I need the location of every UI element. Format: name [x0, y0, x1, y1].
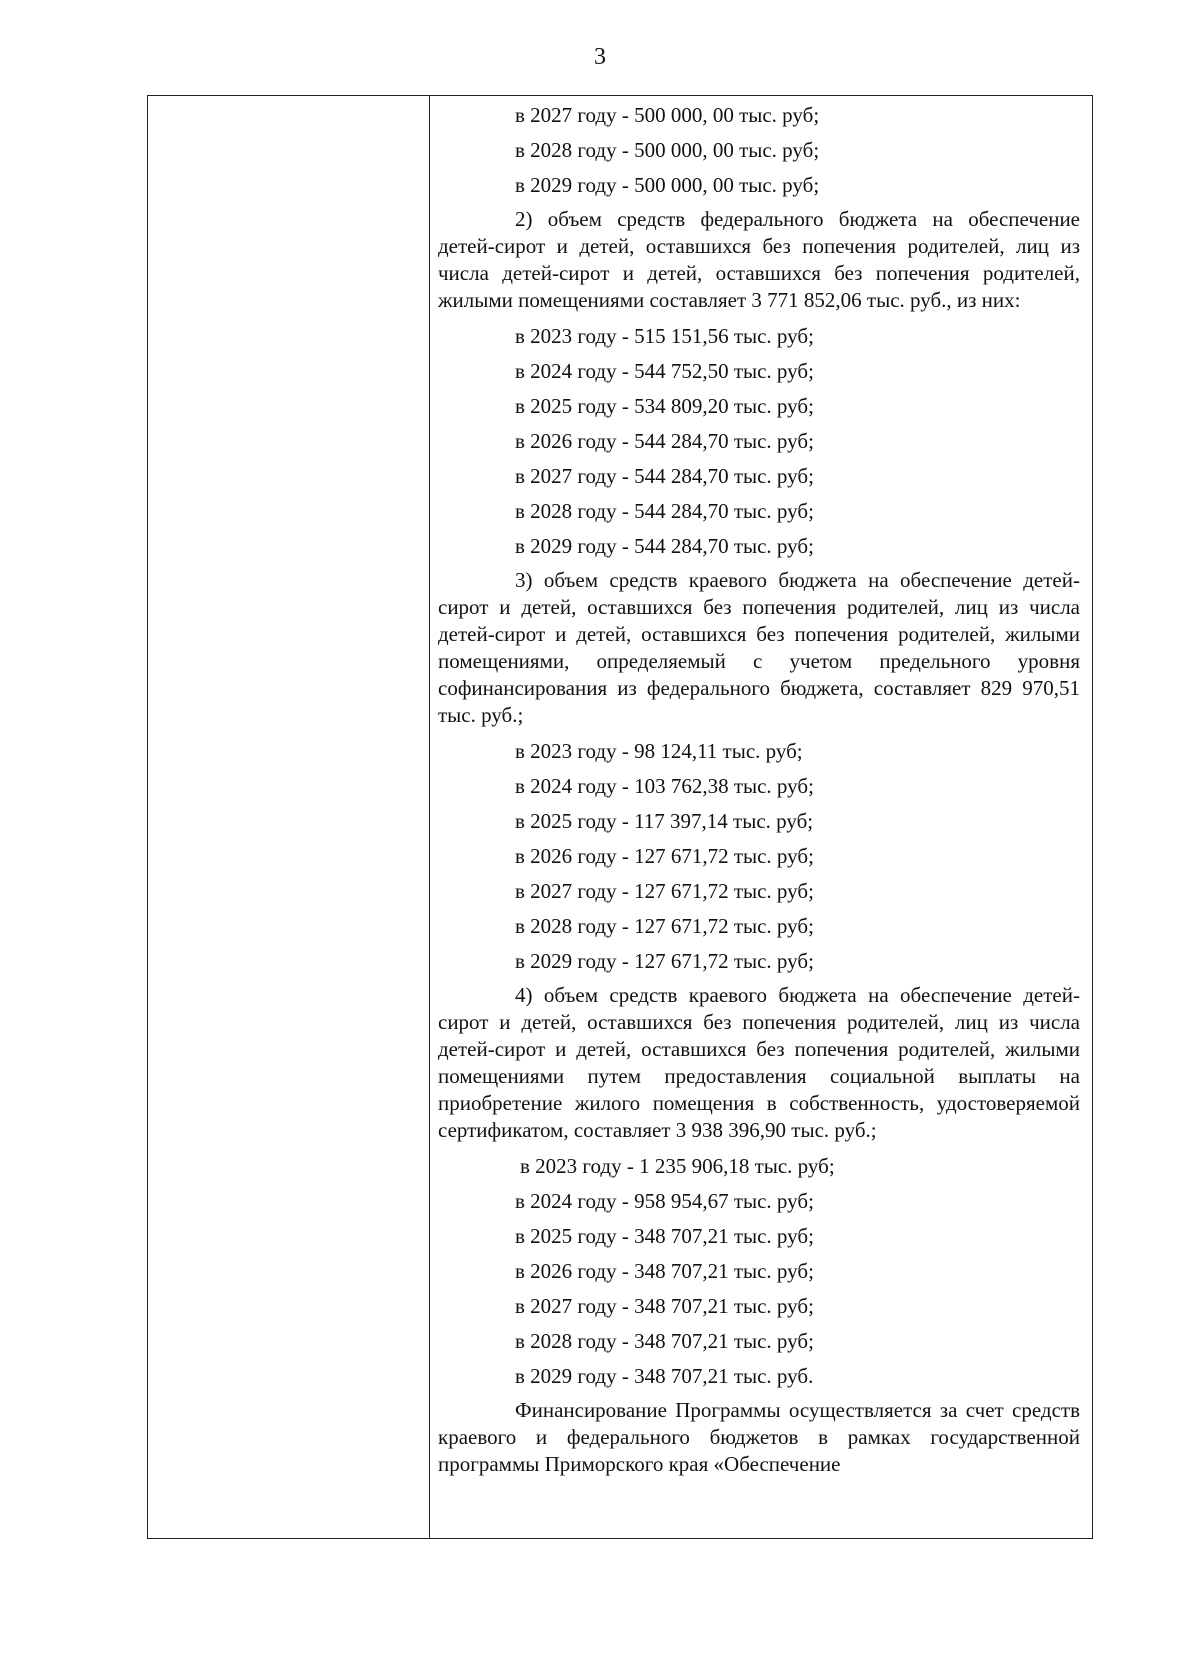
paragraph-financing: Финансирование Программы осуществляется за счет средств краевого и федерального бюджетов в рамках государственной программы Приморского края «Обеспечение — [438, 1398, 1080, 1476]
document-table — [147, 95, 1093, 1539]
year-line: в 2028 году - 348 707,21 тыс. руб; — [515, 1329, 814, 1353]
year-line: в 2024 году - 958 954,67 тыс. руб; — [515, 1189, 814, 1213]
paragraph-federal-budget: 2) объем средств федерального бюджета на обеспечение детей-сирот и детей, оставшихся без попечения родителей, лиц из числа детей-сирот и детей, оставшихся без попечения родителей, жилыми помещениями составляет 3 771 852,06 тыс. руб., из них: — [438, 207, 1080, 312]
year-line: в 2027 году - 544 284,70 тыс. руб; — [515, 464, 814, 488]
year-line: в 2029 году - 544 284,70 тыс. руб; — [515, 534, 814, 558]
year-line: в 2026 году - 348 707,21 тыс. руб; — [515, 1259, 814, 1283]
paragraph-regional-budget-certificate: 4) объем средств краевого бюджета на обеспечение детей-сирот и детей, оставшихся без попечения родителей, лиц из числа детей-сирот и детей, оставшихся без попечения родителей, жилыми помещениями путем предоставления социальной выплаты на приобретение жилого помещения в собственность, удостоверяемой сертификатом, составляет 3 938 396,90 тыс. руб.; — [438, 983, 1080, 1142]
year-line: в 2024 году - 544 752,50 тыс. руб; — [515, 359, 814, 383]
year-line: в 2027 году - 348 707,21 тыс. руб; — [515, 1294, 814, 1318]
year-line: в 2026 году - 544 284,70 тыс. руб; — [515, 429, 814, 453]
year-line: в 2028 году - 500 000, 00 тыс. руб; — [515, 138, 820, 162]
table-left-cell — [148, 96, 430, 1538]
year-line: в 2025 году - 348 707,21 тыс. руб; — [515, 1224, 814, 1248]
year-line: в 2023 году - 98 124,11 тыс. руб; — [515, 739, 803, 763]
year-line: в 2025 году - 117 397,14 тыс. руб; — [515, 809, 814, 833]
year-line: в 2029 году - 500 000, 00 тыс. руб; — [515, 173, 820, 197]
year-line: в 2027 году - 127 671,72 тыс. руб; — [515, 879, 814, 903]
year-line: в 2028 году - 127 671,72 тыс. руб; — [515, 914, 814, 938]
year-line: в 2025 году - 534 809,20 тыс. руб; — [515, 394, 814, 418]
paragraph-regional-budget: 3) объем средств краевого бюджета на обеспечение детей-сирот и детей, оставшихся без попечения родителей, лиц из числа детей-сирот и детей, оставшихся без попечения родителей, жилыми помещениями, определяемый с учетом предельного уровня софинансирования из федерального бюджета, составляет 829 970,51 тыс. руб.; — [438, 568, 1080, 727]
year-line: в 2029 году - 348 707,21 тыс. руб. — [515, 1364, 814, 1388]
year-line: в 2027 году - 500 000, 00 тыс. руб; — [515, 103, 820, 127]
year-line: в 2023 году - 1 235 906,18 тыс. руб; — [520, 1154, 835, 1178]
year-line: в 2024 году - 103 762,38 тыс. руб; — [515, 774, 814, 798]
year-line: в 2028 году - 544 284,70 тыс. руб; — [515, 499, 814, 523]
table-right-cell — [430, 96, 1092, 1538]
year-line: в 2023 году - 515 151,56 тыс. руб; — [515, 324, 814, 348]
page-number: 3 — [594, 44, 606, 70]
year-line: в 2026 году - 127 671,72 тыс. руб; — [515, 844, 814, 868]
year-line: в 2029 году - 127 671,72 тыс. руб; — [515, 949, 814, 973]
